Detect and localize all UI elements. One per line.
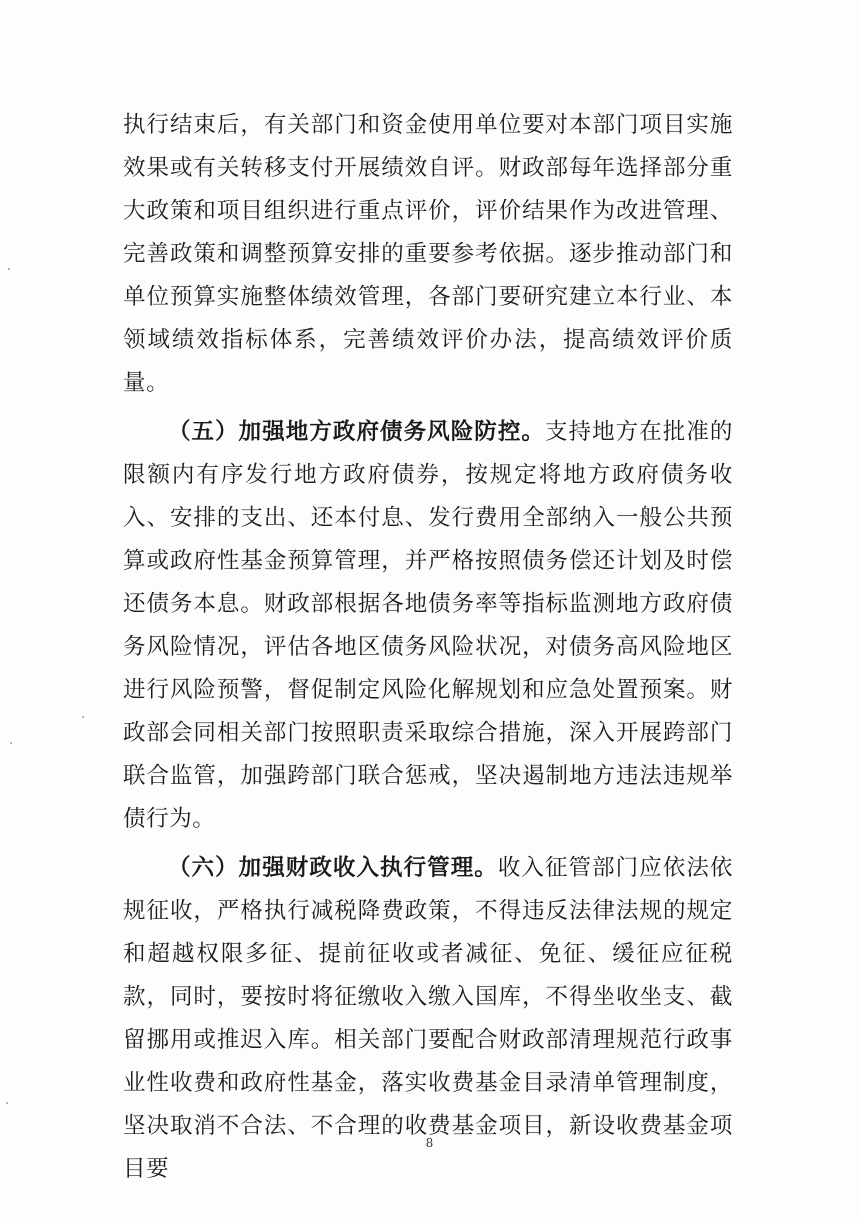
scan-speck [10,742,12,744]
scan-speck [6,1102,8,1104]
paragraph-section-5 [123,411,733,841]
paragraph-text: 支持地方在批准的限额内有序发行地方政府债券，按规定将地方政府债务收入、安排的支出、还本付息、发行费用全部纳入一般公共预算或政府性基金预算管理，并严格按照债务偿还计划及时偿还债务本息。财政部根据各地债务率等指标监测地方政府债务风险情况，评估各地区债务风险状况，对债务高风险地区进行风险预警，督促制定风险化解规划和应急处置预案。财政部会同相关部门按照职责采取综合措施，深入开展跨部门联合监管，加强跨部门联合惩戒，坚决遏制地方违法违规举债行为。 [123,419,733,832]
paragraph-continuation [123,104,733,405]
scan-speck [8,268,10,270]
paragraph-text: 收入征管部门应依法依规征收，严格执行减税降费政策，不得违反法律法规的规定和超越权限多征、提前征收或者减征、免征、缓征应征税款，同时，要按时将征缴收入缴入国库，不得坐收坐支、截留挪用或推迟入库。相关部门要配合财政部清理规范行政事业性收费和政府性基金，落实收费基金目录清单管理制度，坚决取消不合法、不合理的收费基金项目，新设收费基金项目要 [123,855,733,1182]
paragraph-text: 执行结束后，有关部门和资金使用单位要对本部门项目实施效果或有关转移支付开展绩效自评。财政部每年选择部分重大政策和项目组织进行重点评价，评价结果作为改进管理、完善政策和调整预算安排的重要参考依据。逐步推动部门和单位预算实施整体绩效管理，各部门要研究建立本行业、本领域绩效指标体系，完善绩效评价办法，提高绩效评价质量。 [123,112,733,396]
section-heading-5: （五）加强地方政府债务风险防控。 [168,419,545,445]
page-number: 8 [425,1136,434,1150]
section-heading-6: （六）加强财政收入执行管理。 [168,855,498,881]
body-text [123,104,733,1191]
scan-speck [82,716,84,718]
